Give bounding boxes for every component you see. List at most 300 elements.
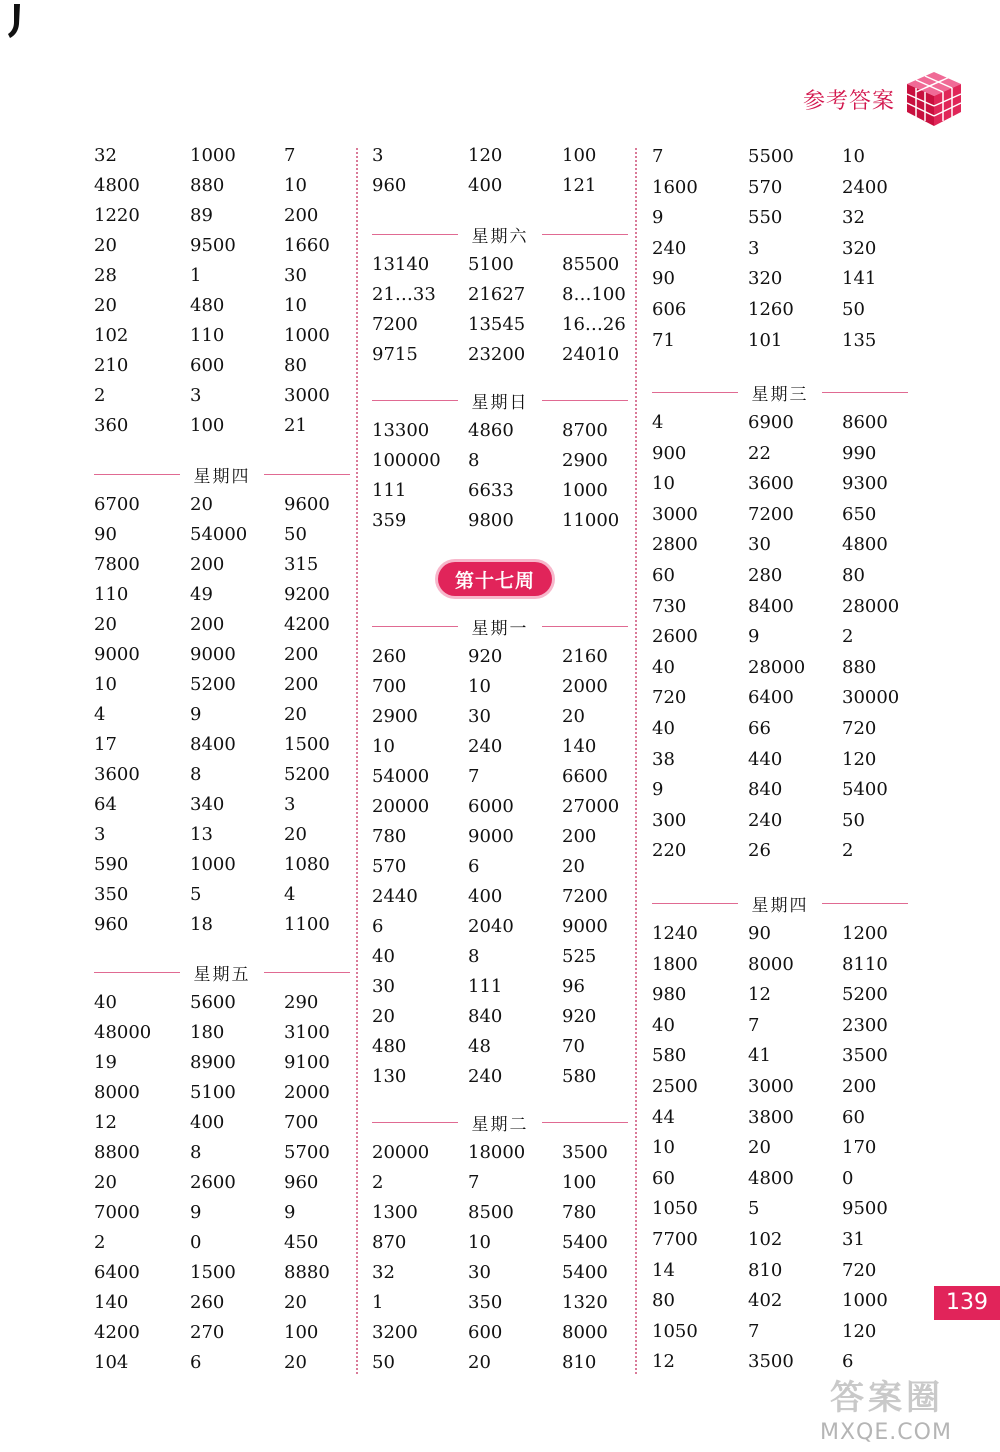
answer-value: 480 bbox=[372, 1036, 407, 1057]
answer-value: 13140 bbox=[372, 254, 430, 275]
day-heading bbox=[372, 220, 628, 250]
answer-value: 870 bbox=[372, 1232, 407, 1253]
answer-value: 90 bbox=[652, 268, 675, 290]
answer-value: 20000 bbox=[372, 1142, 430, 1163]
answer-value: 1200 bbox=[842, 923, 888, 944]
answer-row bbox=[652, 1137, 908, 1167]
answer-row bbox=[372, 1202, 628, 1232]
answer-value: 7200 bbox=[562, 886, 608, 907]
answer-value: 7 bbox=[748, 1014, 760, 1036]
answer-row bbox=[372, 1352, 628, 1382]
answer-value: 135 bbox=[842, 329, 877, 351]
answer-value: 102 bbox=[94, 325, 129, 346]
answer-value: 359 bbox=[372, 510, 407, 531]
answer-row bbox=[652, 238, 908, 268]
answer-row bbox=[652, 1229, 908, 1259]
answer-value: 20 bbox=[284, 1292, 307, 1313]
answer-value: 7800 bbox=[94, 554, 140, 575]
answer-row bbox=[94, 385, 350, 415]
week-badge bbox=[438, 562, 552, 596]
answer-row bbox=[652, 412, 908, 442]
answer-value: 810 bbox=[562, 1352, 597, 1373]
answer-value: 20 bbox=[94, 1172, 117, 1193]
answer-row bbox=[652, 1045, 908, 1075]
answer-value: 650 bbox=[842, 503, 877, 525]
answer-row bbox=[372, 706, 628, 736]
answer-value: 1260 bbox=[748, 299, 794, 320]
answer-value: 8 bbox=[190, 764, 202, 785]
answer-value: 5 bbox=[190, 884, 202, 905]
answer-value: 24010 bbox=[562, 344, 620, 365]
answer-value: 54000 bbox=[372, 766, 430, 787]
watermark-url: MXQE.COM bbox=[820, 1420, 952, 1445]
answer-value: 100 bbox=[190, 415, 225, 436]
answer-value: 5400 bbox=[562, 1262, 608, 1283]
answer-value: 5200 bbox=[842, 984, 888, 1006]
answer-value: 550 bbox=[748, 207, 783, 229]
answer-row bbox=[94, 1112, 350, 1142]
answer-value: 1500 bbox=[190, 1262, 236, 1283]
answer-value: 6 bbox=[842, 1351, 854, 1373]
answer-value: 80 bbox=[652, 1290, 675, 1312]
answer-value: 2160 bbox=[562, 646, 608, 667]
answer-row bbox=[94, 1142, 350, 1172]
answer-value: 30 bbox=[372, 976, 395, 997]
answer-value: 580 bbox=[562, 1066, 597, 1087]
answer-value: 96 bbox=[562, 976, 585, 997]
answer-value: 720 bbox=[842, 718, 877, 739]
answer-value: 2300 bbox=[842, 1014, 888, 1036]
answer-row bbox=[372, 646, 628, 676]
answer-value: 9800 bbox=[468, 510, 514, 531]
answer-value: 200 bbox=[284, 205, 319, 226]
answer-value: 1660 bbox=[284, 235, 330, 256]
day-heading-label: 星期四 bbox=[193, 467, 251, 487]
answer-value: 2 bbox=[372, 1172, 384, 1193]
answer-value: 20 bbox=[748, 1137, 771, 1159]
answer-row bbox=[372, 175, 628, 205]
answer-value: 13545 bbox=[468, 314, 526, 335]
answer-value: 320 bbox=[748, 268, 783, 290]
answer-value: 3100 bbox=[284, 1022, 330, 1043]
answer-row bbox=[94, 1232, 350, 1262]
answer-value: 1080 bbox=[284, 854, 330, 875]
answer-row bbox=[372, 1322, 628, 1352]
answer-value: 1 bbox=[190, 265, 202, 286]
answer-row bbox=[372, 254, 628, 284]
answer-value: 20 bbox=[284, 1352, 307, 1373]
answer-value: 8400 bbox=[190, 734, 236, 755]
answer-row bbox=[372, 736, 628, 766]
answer-value: 40 bbox=[94, 992, 117, 1013]
answer-value: 1240 bbox=[652, 923, 698, 944]
answer-value: 9300 bbox=[842, 473, 888, 495]
answer-value: 9 bbox=[652, 207, 664, 229]
answer-value: 1320 bbox=[562, 1292, 608, 1313]
answer-value: 720 bbox=[652, 687, 687, 709]
answer-value: 270 bbox=[190, 1322, 225, 1343]
answer-value: 590 bbox=[94, 854, 129, 875]
answer-value: 400 bbox=[468, 175, 503, 196]
answer-value: 32 bbox=[94, 145, 117, 166]
answer-value: 3500 bbox=[562, 1142, 608, 1163]
answer-row bbox=[372, 1036, 628, 1066]
answer-value: 20 bbox=[190, 494, 213, 515]
answer-value: 6400 bbox=[94, 1262, 140, 1283]
answer-value: 20 bbox=[94, 614, 117, 635]
answer-value: 7 bbox=[468, 766, 480, 787]
answer-row bbox=[652, 177, 908, 207]
answer-value: 8700 bbox=[562, 420, 608, 441]
answer-value: 6700 bbox=[94, 494, 140, 515]
answer-value: 2040 bbox=[468, 916, 514, 937]
answer-row bbox=[652, 626, 908, 656]
answer-value: 7 bbox=[468, 1172, 480, 1193]
answer-value: 3600 bbox=[748, 473, 794, 495]
answer-row bbox=[94, 494, 350, 524]
answer-value: 200 bbox=[284, 674, 319, 695]
answer-value: 9500 bbox=[842, 1198, 888, 1220]
answer-value: 400 bbox=[468, 886, 503, 907]
answer-value: 960 bbox=[284, 1172, 319, 1193]
answer-value: 990 bbox=[842, 442, 877, 464]
answer-value: 23200 bbox=[468, 344, 526, 365]
answer-value: 22 bbox=[748, 442, 771, 464]
day-heading bbox=[652, 889, 908, 919]
answer-value: 9200 bbox=[284, 584, 330, 605]
answer-value: 3 bbox=[190, 385, 202, 406]
answer-value: 720 bbox=[842, 1259, 877, 1281]
answer-value: 5400 bbox=[562, 1232, 608, 1253]
answer-value: 8900 bbox=[190, 1052, 236, 1073]
answer-value: 5600 bbox=[190, 992, 236, 1013]
answer-value: 340 bbox=[190, 794, 225, 815]
answer-value: 8000 bbox=[562, 1322, 608, 1343]
answer-row bbox=[372, 284, 628, 314]
answer-value: 2000 bbox=[284, 1082, 330, 1103]
answer-value: 9500 bbox=[190, 235, 236, 256]
answer-value: 580 bbox=[652, 1045, 687, 1067]
answer-value: 320 bbox=[842, 237, 877, 259]
answer-value: 40 bbox=[652, 1014, 675, 1036]
answer-value: 780 bbox=[372, 826, 407, 847]
answer-value: 810 bbox=[748, 1259, 783, 1281]
answer-value: 14 bbox=[652, 1259, 675, 1281]
answer-row bbox=[652, 596, 908, 626]
answer-row bbox=[652, 749, 908, 779]
answer-row bbox=[372, 916, 628, 946]
answer-value: 20 bbox=[372, 1006, 395, 1027]
answer-value: 44 bbox=[652, 1106, 675, 1128]
answer-value: 50 bbox=[842, 809, 865, 831]
answer-value: 840 bbox=[468, 1006, 503, 1027]
answer-row bbox=[372, 1006, 628, 1036]
answer-value: 840 bbox=[748, 779, 783, 801]
answer-value: 140 bbox=[94, 1292, 129, 1313]
answer-value: 17 bbox=[94, 734, 117, 755]
day-heading bbox=[652, 378, 908, 408]
answer-value: 5100 bbox=[468, 254, 514, 275]
answer-value: 525 bbox=[562, 946, 597, 967]
answer-value: 2 bbox=[842, 626, 854, 648]
answer-value: 9000 bbox=[468, 826, 514, 847]
answer-value: 20 bbox=[94, 235, 117, 256]
day-heading-label: 星期五 bbox=[193, 965, 251, 985]
answer-row bbox=[652, 1015, 908, 1045]
answer-value: 38 bbox=[652, 748, 675, 770]
answer-value: 280 bbox=[748, 565, 783, 586]
answer-value: 730 bbox=[652, 595, 687, 617]
answer-row bbox=[652, 984, 908, 1014]
answer-value: 8 bbox=[190, 1142, 202, 1163]
answer-value: 315 bbox=[284, 554, 319, 575]
answer-value: 20 bbox=[284, 704, 307, 725]
answer-value: 4 bbox=[284, 884, 296, 905]
answer-value: 1500 bbox=[284, 734, 330, 755]
answer-row bbox=[372, 1232, 628, 1262]
answer-value: 100 bbox=[562, 145, 597, 166]
answer-value: 7 bbox=[284, 145, 296, 166]
answer-value: 26 bbox=[748, 840, 771, 862]
answer-value: 64 bbox=[94, 794, 117, 815]
answer-value: 10 bbox=[652, 473, 675, 495]
answer-row bbox=[652, 1107, 908, 1137]
answer-value: 20 bbox=[562, 856, 585, 877]
answer-value: 141 bbox=[842, 268, 877, 290]
answer-value: 85500 bbox=[562, 254, 620, 275]
answer-row bbox=[94, 145, 350, 175]
corner-mark-icon bbox=[6, 2, 26, 42]
answer-row bbox=[94, 1202, 350, 1232]
answer-row bbox=[372, 420, 628, 450]
answer-value: 100 bbox=[284, 1322, 319, 1343]
day-heading-label: 星期四 bbox=[751, 896, 809, 916]
answer-row bbox=[372, 480, 628, 510]
answer-value: 10 bbox=[372, 736, 395, 757]
answer-row bbox=[94, 824, 350, 854]
answer-value: 60 bbox=[652, 565, 675, 586]
answer-value: 9 bbox=[748, 626, 760, 648]
answer-value: 260 bbox=[190, 1292, 225, 1313]
answer-value: 40 bbox=[652, 718, 675, 739]
answer-value: 28 bbox=[94, 265, 117, 286]
answer-value: 30 bbox=[748, 534, 771, 556]
answer-row bbox=[372, 826, 628, 856]
answer-value: 7 bbox=[652, 146, 664, 167]
answer-value: 5700 bbox=[284, 1142, 330, 1163]
answer-row bbox=[652, 657, 908, 687]
answer-value: 240 bbox=[748, 809, 783, 831]
answer-value: 880 bbox=[190, 175, 225, 196]
answer-row bbox=[652, 207, 908, 237]
answer-value: 1220 bbox=[94, 205, 140, 226]
answer-value: 18 bbox=[190, 914, 213, 935]
answer-value: 1 bbox=[372, 1292, 384, 1313]
day-heading-label: 星期日 bbox=[471, 393, 529, 413]
answer-value: 200 bbox=[284, 644, 319, 665]
answer-row bbox=[652, 1321, 908, 1351]
answer-row bbox=[94, 205, 350, 235]
answer-value: 49 bbox=[190, 584, 213, 605]
answer-value: 100000 bbox=[372, 450, 441, 471]
answer-row bbox=[372, 976, 628, 1006]
answer-value: 3800 bbox=[748, 1106, 794, 1128]
answer-row bbox=[652, 299, 908, 329]
answer-value: 10 bbox=[468, 1232, 491, 1253]
day-heading-label: 星期三 bbox=[751, 385, 809, 405]
answer-value: 20 bbox=[562, 706, 585, 727]
answer-value: 20 bbox=[94, 295, 117, 316]
answer-value: 1000 bbox=[190, 854, 236, 875]
answer-value: 3 bbox=[94, 824, 106, 845]
answer-value: 12 bbox=[748, 984, 771, 1006]
answer-value: 5 bbox=[748, 1198, 760, 1220]
answer-value: 2500 bbox=[652, 1076, 698, 1097]
answer-value: 80 bbox=[842, 565, 865, 586]
day-heading bbox=[372, 386, 628, 416]
answer-value: 606 bbox=[652, 299, 687, 320]
answer-value: 2400 bbox=[842, 176, 888, 198]
day-heading-label: 星期二 bbox=[471, 1115, 529, 1135]
answer-value: 4200 bbox=[284, 614, 330, 635]
answer-value: 27000 bbox=[562, 796, 620, 817]
answer-row bbox=[94, 992, 350, 1022]
answer-row bbox=[94, 355, 350, 385]
answer-row bbox=[94, 1262, 350, 1292]
answer-value: 48 bbox=[468, 1036, 491, 1057]
answer-value: 880 bbox=[842, 656, 877, 678]
answer-value: 130 bbox=[372, 1066, 407, 1087]
answer-value: 9 bbox=[190, 1202, 202, 1223]
answer-value: 71 bbox=[652, 329, 675, 351]
answer-value: 12 bbox=[94, 1112, 117, 1133]
answer-value: 5400 bbox=[842, 779, 888, 801]
answer-value: 8 bbox=[468, 450, 480, 471]
answer-value: 5500 bbox=[748, 146, 794, 167]
answer-value: 110 bbox=[94, 584, 129, 605]
answer-value: 9000 bbox=[94, 644, 140, 665]
answer-value: 7000 bbox=[94, 1202, 140, 1223]
answer-value: 9100 bbox=[284, 1052, 330, 1073]
answer-value: 300 bbox=[652, 809, 687, 831]
answer-row bbox=[372, 946, 628, 976]
answer-value: 7 bbox=[748, 1320, 760, 1342]
answer-value: 170 bbox=[842, 1137, 877, 1159]
answer-value: 2 bbox=[94, 1232, 106, 1253]
answer-row bbox=[94, 415, 350, 445]
answer-value: 600 bbox=[468, 1322, 503, 1343]
answer-value: 89 bbox=[190, 205, 213, 226]
answer-value: 360 bbox=[94, 415, 129, 436]
answer-value: 20 bbox=[468, 1352, 491, 1373]
answer-value: 120 bbox=[842, 748, 877, 770]
answer-row bbox=[94, 265, 350, 295]
day-heading bbox=[94, 958, 350, 988]
answer-row bbox=[94, 235, 350, 265]
answer-row bbox=[652, 1076, 908, 1106]
answer-value: 104 bbox=[94, 1352, 129, 1373]
answer-row bbox=[372, 344, 628, 374]
answer-value: 9000 bbox=[562, 916, 608, 937]
answer-value: 9 bbox=[190, 704, 202, 725]
answer-row bbox=[372, 1172, 628, 1202]
answer-value: 960 bbox=[372, 175, 407, 196]
answer-row bbox=[372, 766, 628, 796]
page-number: 139 bbox=[946, 1290, 988, 1315]
answer-row bbox=[652, 718, 908, 748]
answer-value: 10 bbox=[652, 1137, 675, 1159]
answer-row bbox=[652, 330, 908, 360]
answer-value: 28000 bbox=[842, 595, 900, 617]
answer-row bbox=[94, 1172, 350, 1202]
answer-row bbox=[652, 810, 908, 840]
answer-value: 121 bbox=[562, 175, 597, 196]
answer-value: 570 bbox=[372, 856, 407, 877]
answer-value: 1000 bbox=[842, 1290, 888, 1312]
answer-value: 200 bbox=[190, 614, 225, 635]
answer-value: 8000 bbox=[748, 953, 794, 975]
answer-value: 4200 bbox=[94, 1322, 140, 1343]
answer-value: 2600 bbox=[190, 1172, 236, 1193]
answer-value: 980 bbox=[652, 984, 687, 1006]
answer-value: 5100 bbox=[190, 1082, 236, 1103]
answer-value: 8800 bbox=[94, 1142, 140, 1163]
answer-value: 3 bbox=[284, 794, 296, 815]
answer-value: 600 bbox=[190, 355, 225, 376]
answer-value: 120 bbox=[842, 1320, 877, 1342]
answer-value: 240 bbox=[468, 1066, 503, 1087]
answer-value: 100 bbox=[562, 1172, 597, 1193]
answer-value: 260 bbox=[372, 646, 407, 667]
answer-value: 0 bbox=[190, 1232, 202, 1253]
answer-value: 6900 bbox=[748, 412, 794, 433]
answer-row bbox=[652, 1168, 908, 1198]
answer-row bbox=[94, 524, 350, 554]
answer-value: 4800 bbox=[748, 1167, 794, 1189]
answer-value: 111 bbox=[468, 976, 503, 997]
answer-value: 10 bbox=[94, 674, 117, 695]
answer-value: 140 bbox=[562, 736, 597, 757]
answer-value: 3000 bbox=[652, 503, 698, 525]
answer-value: 5200 bbox=[190, 674, 236, 695]
answer-value: 1050 bbox=[652, 1198, 698, 1220]
answer-value: 960 bbox=[94, 914, 129, 935]
answer-row bbox=[94, 884, 350, 914]
answer-value: 920 bbox=[562, 1006, 597, 1027]
answer-value: 20000 bbox=[372, 796, 430, 817]
answer-value: 440 bbox=[748, 748, 783, 770]
answer-value: 50 bbox=[372, 1352, 395, 1373]
answer-value: 6 bbox=[190, 1352, 202, 1373]
answer-value: 1050 bbox=[652, 1320, 698, 1342]
page-header-title: 参考答案 bbox=[803, 89, 896, 114]
answer-value: 6633 bbox=[468, 480, 514, 501]
answer-value: 2600 bbox=[652, 626, 698, 648]
answer-row bbox=[372, 450, 628, 480]
answer-value: 13300 bbox=[372, 420, 430, 441]
answer-row bbox=[94, 644, 350, 674]
answer-value: 6600 bbox=[562, 766, 608, 787]
answer-value: 18000 bbox=[468, 1142, 526, 1163]
answer-value: 31 bbox=[842, 1229, 865, 1250]
answer-value: 40 bbox=[652, 656, 675, 678]
answer-value: 240 bbox=[468, 736, 503, 757]
answer-value: 8…100 bbox=[562, 284, 626, 305]
answer-value: 110 bbox=[190, 325, 225, 346]
answer-row bbox=[652, 565, 908, 595]
answer-value: 30 bbox=[468, 1262, 491, 1283]
answer-value: 5200 bbox=[284, 764, 330, 785]
